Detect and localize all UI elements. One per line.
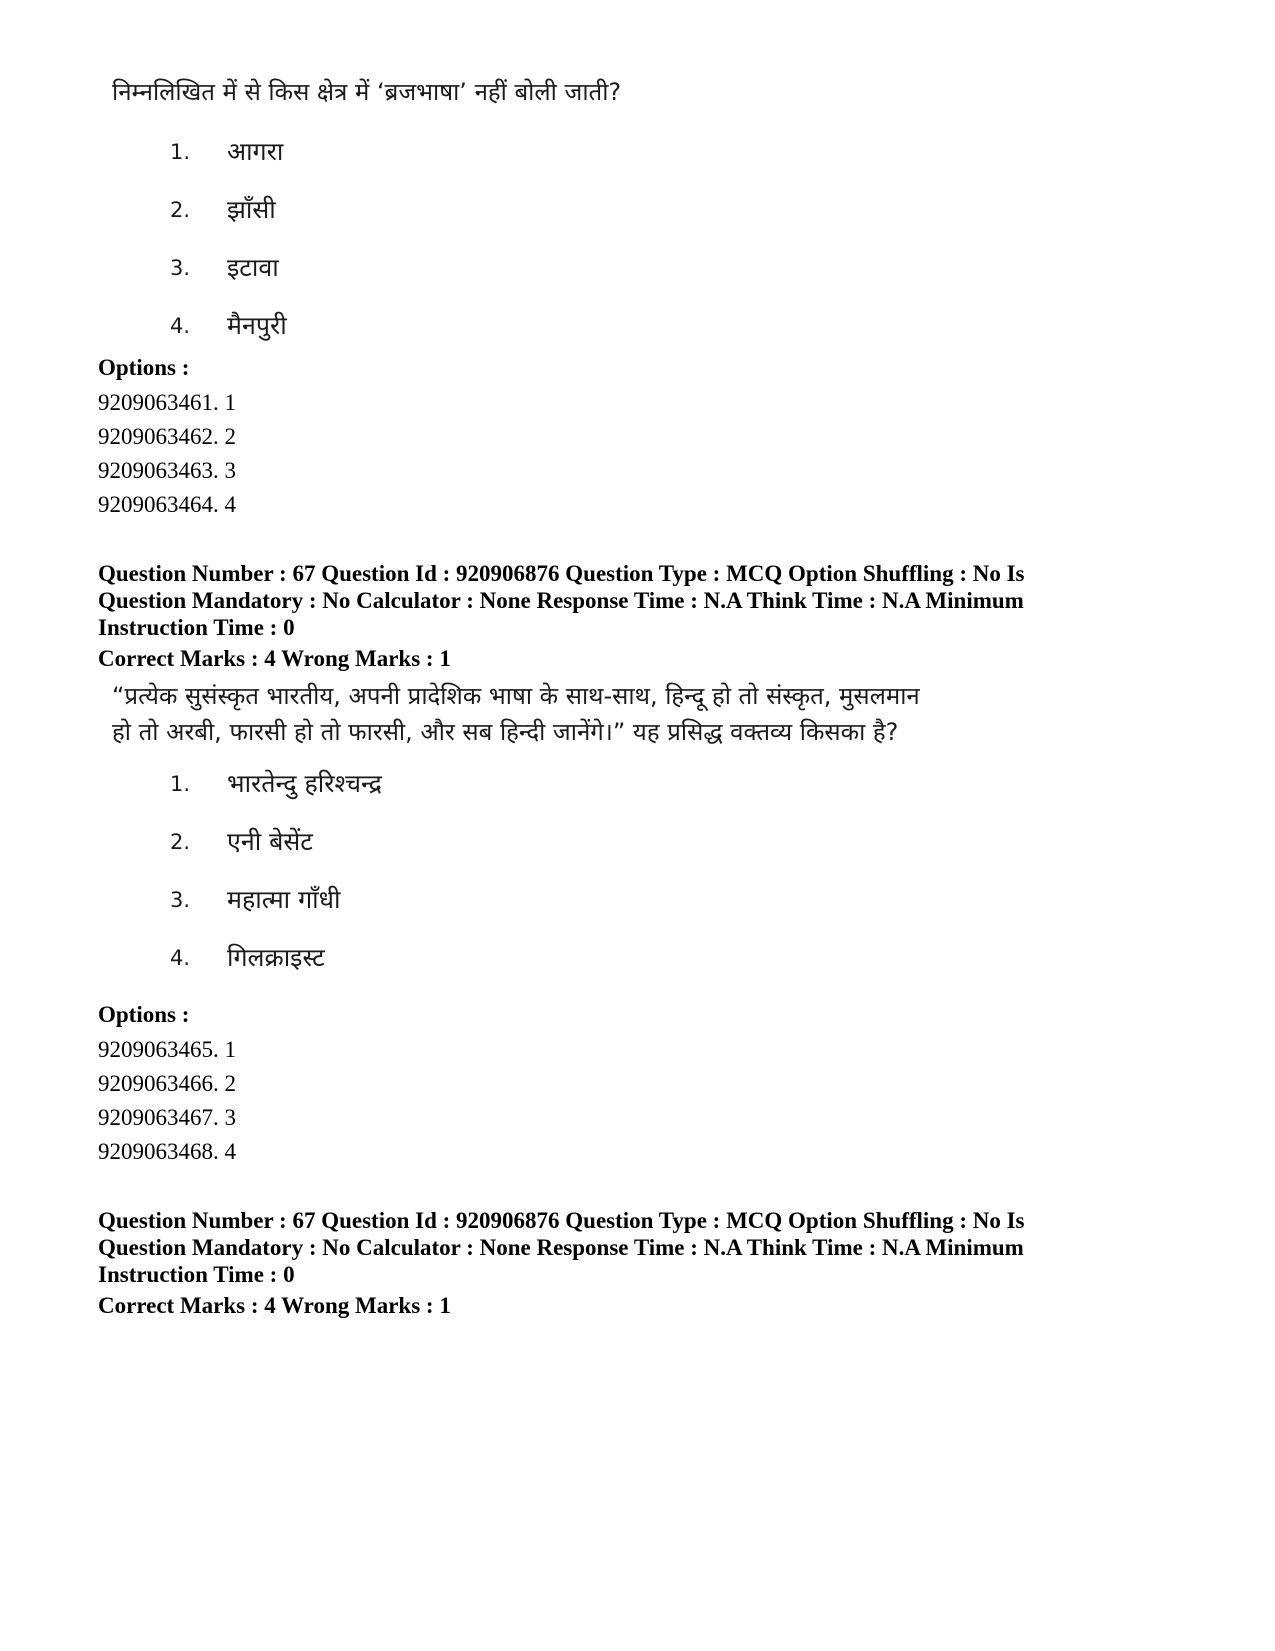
question-1-image — [112, 74, 621, 110]
choice-number: 1. — [170, 140, 191, 164]
question-2-text-line-1: “प्रत्येक सुसंस्कृत भारतीय, अपनी प्रादेशिक भाषा के साथ-साथ, हिन्दू हो तो संस्कृत, मुसलमान — [112, 682, 920, 710]
choice-number: 2. — [170, 830, 191, 854]
option-line: 9209063466. 2 — [98, 1071, 236, 1096]
choice-number: 3. — [170, 256, 191, 280]
question-meta-1 — [98, 560, 1025, 641]
choice-text: एनी बेसेंट — [227, 827, 313, 856]
choice-number: 3. — [170, 888, 191, 912]
choice-number: 1. — [170, 772, 191, 796]
question-meta-2 — [98, 1207, 1025, 1288]
choice-text: भारतेन्दु हरिश्चन्द्र — [227, 769, 382, 798]
meta-line: Instruction Time : 0 — [98, 1262, 295, 1287]
meta-line: Instruction Time : 0 — [98, 615, 295, 640]
options-label: Options : — [98, 355, 190, 380]
choice-number: 4. — [170, 314, 191, 338]
option-line: 9209063468. 4 — [98, 1139, 236, 1164]
choice-text: आगरा — [227, 137, 284, 166]
options-list — [98, 1033, 236, 1169]
option-line: 9209063465. 1 — [98, 1037, 236, 1062]
meta-line: Question Number : 67 Question Id : 920906876 Question Type : MCQ Option Shuffling : No Is — [98, 561, 1025, 586]
option-line: 9209063463. 3 — [98, 458, 236, 483]
choice-number: 2. — [170, 198, 191, 222]
question-1-text: निम्नलिखित में से किस क्षेत्र में ‘ब्रजभाषा’ नहीं बोली जाती? — [112, 78, 622, 106]
option-line: 9209063464. 4 — [98, 492, 236, 517]
meta-line: Question Mandatory : No Calculator : None Response Time : N.A Think Time : N.A Minimum — [98, 588, 1024, 613]
options-list — [98, 386, 236, 522]
question-2-text-line-2: हो तो अरबी, फारसी हो तो फारसी, और सब हिन्दी जानेंगे।” यह प्रसिद्ध वक्तव्य किसका है? — [112, 718, 899, 746]
choice-text: इटावा — [227, 253, 279, 282]
option-line: 9209063461. 1 — [98, 390, 236, 415]
question-2-image — [112, 678, 920, 750]
option-line: 9209063467. 3 — [98, 1105, 236, 1130]
choice-text: महात्मा गाँधी — [227, 885, 341, 914]
meta-line: Question Number : 67 Question Id : 920906876 Question Type : MCQ Option Shuffling : No Is — [98, 1208, 1025, 1233]
marks-line-1: Correct Marks : 4 Wrong Marks : 1 — [98, 646, 451, 671]
choice-text: झाँसी — [227, 195, 276, 224]
choice-number: 4. — [170, 946, 191, 970]
options-label: Options : — [98, 1002, 190, 1027]
choice-text: मैनपुरी — [227, 311, 287, 340]
marks-line-2: Correct Marks : 4 Wrong Marks : 1 — [98, 1293, 451, 1318]
option-line: 9209063462. 2 — [98, 424, 236, 449]
meta-line: Question Mandatory : No Calculator : None Response Time : N.A Think Time : N.A Minimum — [98, 1235, 1024, 1260]
choice-text: गिलक्राइस्ट — [227, 943, 325, 972]
